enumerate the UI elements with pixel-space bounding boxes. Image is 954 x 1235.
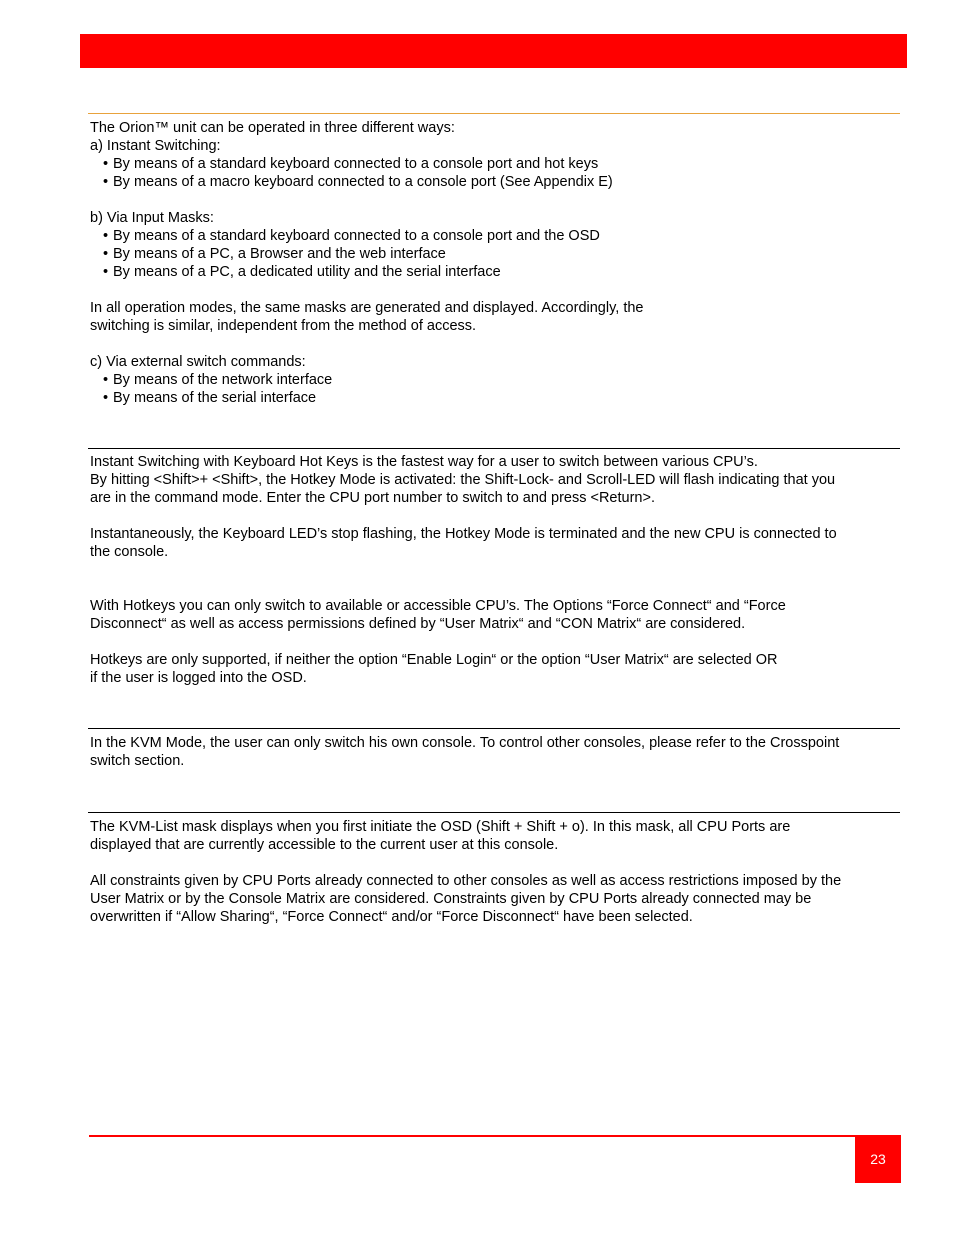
paragraph-line: User Matrix or by the Console Matrix are considered. Constraints given by CPU Ports already connected may be bbox=[90, 891, 812, 907]
paragraph-line: Instant Switching with Keyboard Hot Keys is the fastest way for a user to switch between various CPU’s. bbox=[90, 454, 758, 470]
paragraph-line: In all operation modes, the same masks are generated and displayed. Accordingly, the bbox=[90, 300, 644, 316]
paragraph-line: By hitting <Shift>+ <Shift>, the Hotkey Mode is activated: the Shift-Lock- and Scroll-LED will flash indicating that you bbox=[90, 472, 836, 488]
paragraph-line: In the KVM Mode, the user can only switch his own console. To control other consoles, please refer to the Crosspoint bbox=[90, 735, 840, 751]
section-divider bbox=[88, 728, 900, 729]
paragraph-line: With Hotkeys you can only switch to available or accessible CPU’s. The Options “Force Connect“ and “Force bbox=[90, 598, 786, 614]
input-masks-title: b) Via Input Masks: bbox=[90, 210, 214, 226]
section-divider bbox=[88, 113, 900, 114]
paragraph-line: switching is similar, independent from the method of access. bbox=[90, 318, 477, 334]
header-bar bbox=[80, 34, 907, 68]
external-commands-title: c) Via external switch commands: bbox=[90, 354, 306, 370]
list-item: • By means of a PC, a Browser and the web interface bbox=[103, 246, 446, 262]
intro-text: The Orion™ unit can be operated in three different ways: bbox=[90, 120, 455, 136]
paragraph-line: All constraints given by CPU Ports already connected to other consoles as well as access restrictions imposed by the bbox=[90, 873, 842, 889]
paragraph-line: Hotkeys are only supported, if neither the option “Enable Login“ or the option “User Matrix“ are selected OR bbox=[90, 652, 778, 668]
paragraph-line: Instantaneously, the Keyboard LED’s stop flashing, the Hotkey Mode is terminated and the new CPU is connected to bbox=[90, 526, 837, 542]
list-item: • By means of a PC, a dedicated utility and the serial interface bbox=[103, 264, 501, 280]
section-divider bbox=[88, 812, 900, 813]
paragraph-line: Disconnect“ as well as access permissions defined by “User Matrix“ and “CON Matrix“ are considered. bbox=[90, 616, 746, 632]
hotkey-section bbox=[90, 453, 902, 687]
paragraph-line: displayed that are currently accessible to the current user at this console. bbox=[90, 837, 559, 853]
paragraph-line: switch section. bbox=[90, 753, 185, 769]
list-item: • By means of a macro keyboard connected to a console port (See Appendix E) bbox=[103, 174, 613, 190]
list-item: • By means of the serial interface bbox=[103, 390, 317, 406]
paragraph-line: if the user is logged into the OSD. bbox=[90, 670, 307, 686]
page-number: 23 bbox=[855, 1135, 901, 1183]
operation-modes-section bbox=[90, 119, 902, 407]
list-item: • By means of a standard keyboard connected to a console port and hot keys bbox=[103, 156, 599, 172]
kvm-list-section bbox=[90, 818, 902, 926]
paragraph-line: overwritten if “Allow Sharing“, “Force Connect“ and/or “Force Disconnect“ have been selected. bbox=[90, 909, 693, 925]
paragraph-line: are in the command mode. Enter the CPU port number to switch to and press <Return>. bbox=[90, 490, 655, 506]
kvm-mode-section bbox=[90, 734, 902, 770]
footer-rule bbox=[89, 1135, 859, 1137]
paragraph-line: the console. bbox=[90, 544, 169, 560]
list-item: • By means of the network interface bbox=[103, 372, 333, 388]
paragraph-line: The KVM-List mask displays when you first initiate the OSD (Shift + Shift + o). In this mask, all CPU Ports are bbox=[90, 819, 791, 835]
instant-switching-title: a) Instant Switching: bbox=[90, 138, 221, 154]
section-divider bbox=[88, 448, 900, 449]
list-item: • By means of a standard keyboard connected to a console port and the OSD bbox=[103, 228, 600, 244]
